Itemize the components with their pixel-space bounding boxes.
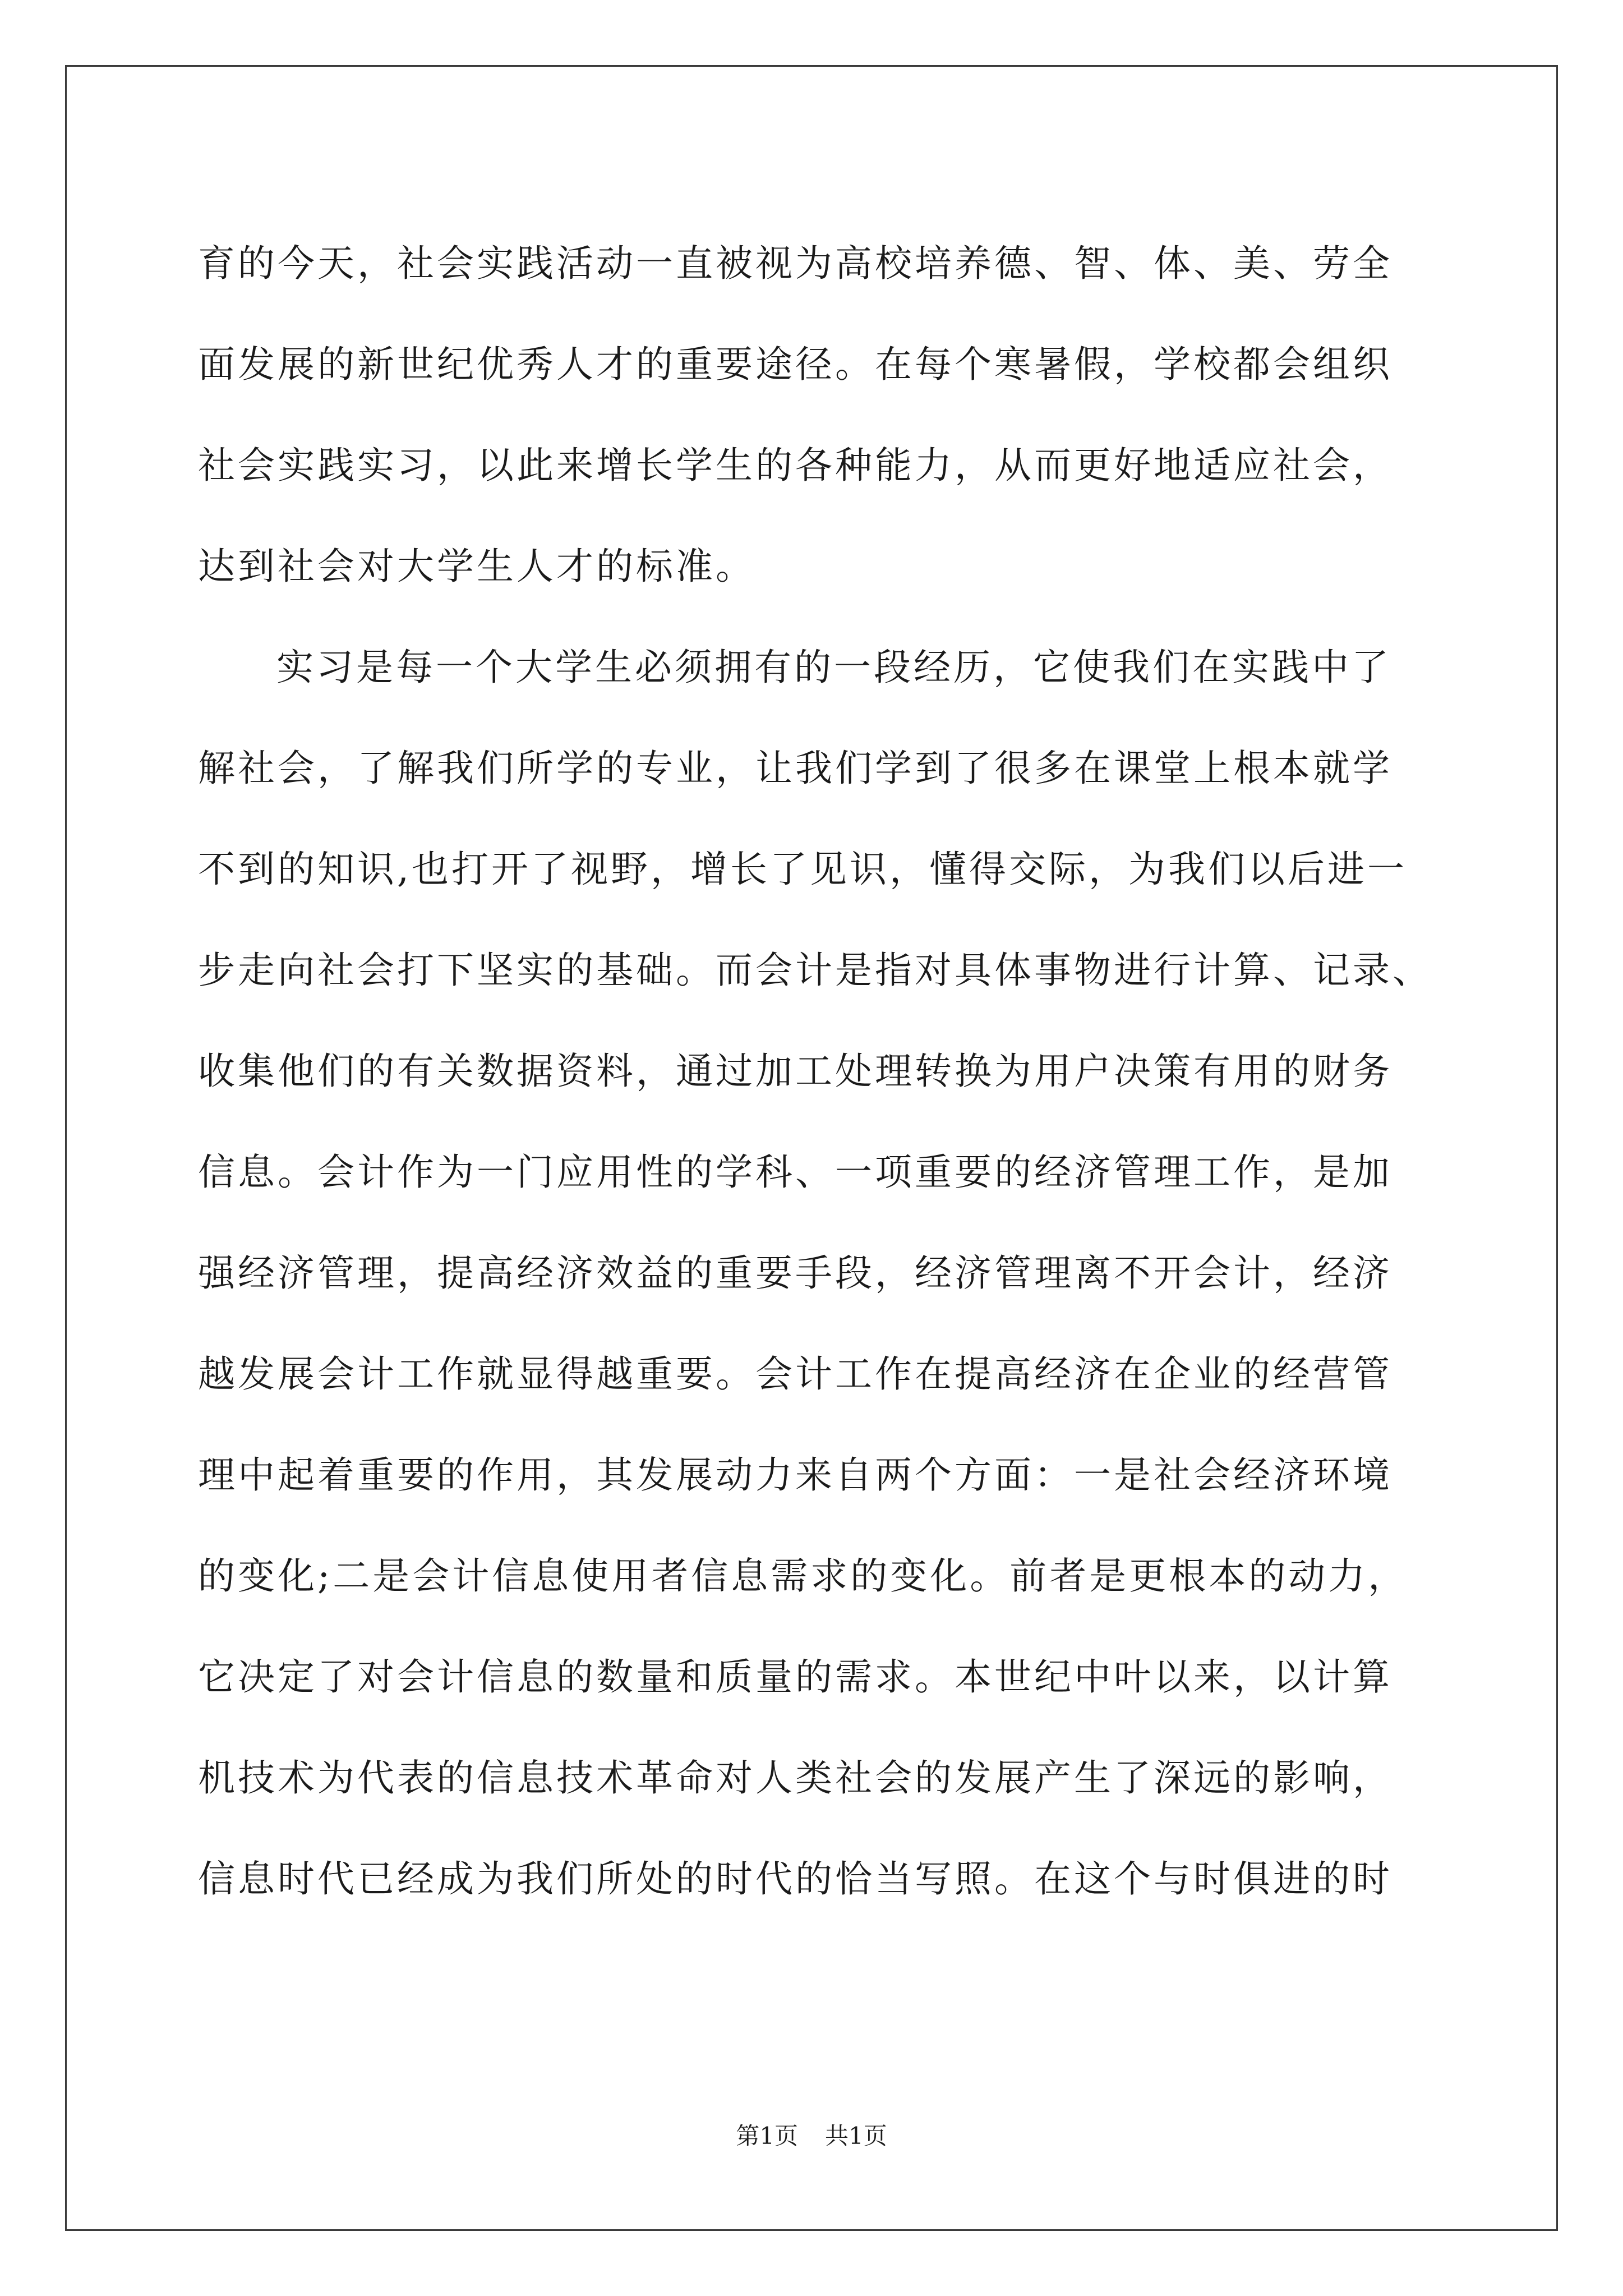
text-line: 理中起着重要的作用，其发展动力来自两个方面：一是社会经济环境 [198,1453,1393,1497]
text-line: 机技术为代表的信息技术革命对人类社会的发展产生了深远的影响， [198,1756,1393,1800]
page-number-current: 第1页 [736,2122,798,2150]
text-line: 信息时代已经成为我们所处的时代的恰当写照。在这个与时俱进的时 [198,1857,1393,1901]
text-line: 它决定了对会计信息的数量和质量的需求。本世纪中叶以来，以计算 [198,1655,1393,1699]
text-line: 面发展的新世纪优秀人才的重要途径。在每个寒暑假，学校都会组织 [198,343,1393,386]
text-line: 育的今天，社会实践活动一直被视为高校培养德、智、体、美、劳全 [198,242,1393,285]
text-line: 的变化;二是会计信息使用者信息需求的变化。前者是更根本的动力， [198,1554,1408,1598]
text-line: 实习是每一个大学生必须拥有的一段经历，它使我们在实践中了 [276,646,1391,689]
text-line: 社会实践实习，以此来增长学生的各种能力，从而更好地适应社会， [198,444,1393,487]
text-line: 解社会，了解我们所学的专业，让我们学到了很多在课堂上根本就学 [198,747,1393,790]
text-line: 信息。会计作为一门应用性的学科、一项重要的经济管理工作，是加 [198,1151,1393,1194]
text-line: 收集他们的有关数据资料，通过加工处理转换为用户决策有用的财务 [198,1050,1393,1093]
text-line: 不到的知识,也打开了视野，增长了见识，懂得交际，为我们以后进一 [198,848,1407,891]
text-line: 强经济管理，提高经济效益的重要手段，经济管理离不开会计，经济 [198,1251,1393,1295]
page-number-total: 共1页 [825,2122,887,2150]
text-line: 达到社会对大学生人才的标准。 [198,545,755,588]
document-body [198,213,1454,1930]
text-line: 步走向社会打下坚实的基础。而会计是指对具体事物进行计算、记录、 [198,949,1432,992]
page-footer [0,2118,1623,2151]
text-line: 越发展会计工作就显得越重要。会计工作在提高经济在企业的经营管 [198,1352,1393,1396]
